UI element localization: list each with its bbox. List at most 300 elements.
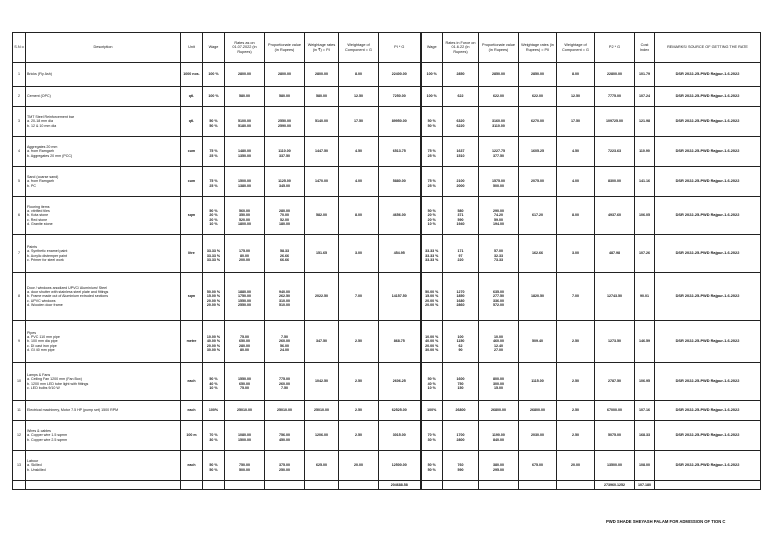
cell-proportionate-line: 66.66 — [280, 257, 289, 262]
cell-wage — [203, 421, 225, 451]
cell-weightage-rate: 1042.50 — [305, 363, 339, 401]
cell-rate-base-line: 520.00 — [239, 217, 250, 222]
cell-wage-line: 75 % — [209, 149, 218, 154]
cell-wage-2-line: 10 % — [427, 221, 436, 226]
cell-weightage-component-2: 2.50 — [557, 421, 595, 451]
cell-proportionate-line: 25010.00 — [277, 408, 292, 413]
cell-weightage-rate-2: 162.66 — [519, 235, 557, 273]
cell-proportionate-2-line: 277.50 — [493, 294, 504, 299]
cell-rate-current — [443, 451, 479, 481]
cell-unit: qtl. — [181, 87, 203, 107]
cell-proportionate-2-line: 572.00 — [493, 302, 504, 307]
cell-weightage-rate-2: 1820.50 — [519, 273, 557, 321]
cell-wage — [203, 273, 225, 321]
cell-wage-line: 10.00 % — [206, 335, 221, 340]
cell-proportionate-2-line: 10.00 — [494, 335, 503, 340]
cell-proportionate-line: 2800.00 — [278, 72, 291, 77]
cell-proportionate-line: 262.50 — [279, 294, 290, 299]
cell-wage-2 — [421, 87, 443, 107]
cell-rate-current — [443, 273, 479, 321]
cell-rate-base — [225, 401, 265, 421]
cell-description — [26, 451, 181, 481]
cell-proportionate-line: 24.00 — [280, 347, 289, 352]
cell-proportionate-2-line: 500.00 — [493, 183, 504, 188]
totals-cell — [479, 481, 519, 490]
totals-cell — [557, 481, 595, 490]
cell-proportionate-2-line: 300.00 — [493, 381, 504, 386]
footer-note: PWD SHADE SHEYASH PALAM FOR ADMISSION OF TION C — [606, 519, 726, 524]
cell-proportionate-line: 375.00 — [279, 463, 290, 468]
cell-cost-index: 121.98 — [635, 107, 655, 137]
cell-wage-line: 20 % — [209, 217, 218, 222]
cell-proportionate-line: 580.00 — [279, 94, 290, 99]
table-row — [13, 197, 761, 235]
cell-wage-2-line: 75 % — [427, 179, 436, 184]
cell-description-line: Flooring items — [27, 204, 50, 209]
cell-rate-base — [225, 321, 265, 363]
cell-weightage-component: 17.50 — [339, 107, 379, 137]
cell-weightage-component: 20.00 — [339, 451, 379, 481]
cell-proportionate-line: 450.00 — [279, 437, 290, 442]
cell-wage-2 — [421, 197, 443, 235]
cell-rate-base-line: 560.00 — [239, 209, 250, 214]
cell-description-line: Aggregates 20 mm — [27, 145, 58, 150]
cell-wage-2-line: 40 % — [427, 381, 436, 386]
cell-rate-current-line: 1637 — [456, 149, 465, 154]
cell-wage-2-line: 40.00 % — [425, 339, 439, 344]
cell-proportionate — [265, 235, 305, 273]
cell-wage-2-line: 20.00 % — [425, 302, 439, 307]
cell-proportionate-2-line: 622.00 — [493, 94, 504, 99]
cell-wage-2-line: 50.00 % — [425, 290, 439, 295]
cell-wage-line: 50 % — [209, 123, 218, 128]
cell-pi-g: 14157.50 — [379, 273, 421, 321]
cell-rate-current-line: 2800 — [456, 437, 465, 442]
cell-wage-2-line: 33.33 % — [425, 257, 439, 262]
cell-unit: litre — [181, 235, 203, 273]
cell-rate-current-line: 90 — [458, 347, 463, 352]
cell-rate-current-line: 171 — [457, 249, 464, 254]
cell-rate-current-line: 2000 — [456, 183, 465, 188]
totals-cell — [13, 481, 26, 490]
cell-weightage-component: 7.00 — [339, 273, 379, 321]
cell-proportionate — [265, 321, 305, 363]
cell-wage-2-line: 50 % — [427, 119, 436, 124]
cell-rate-current-line: 622 — [457, 94, 464, 99]
cell-wage-2-line: 10 % — [427, 385, 436, 390]
cell-proportionate-2-line: 3110.00 — [492, 123, 505, 128]
cell-description-line: a. Ceiling Fan 1200 mm (Fan Box) — [27, 377, 82, 382]
cell-wage-2-line: 20 % — [427, 217, 436, 222]
cell-proportionate — [265, 273, 305, 321]
cell-weightage-rate-2: 2075.00 — [519, 167, 557, 197]
cell-description — [26, 273, 181, 321]
cell-rate-base-line: 1080.00 — [238, 433, 251, 438]
cell-rate-base-line: 1500.00 — [238, 437, 251, 442]
cell-sn: 11 — [13, 401, 26, 421]
cell-wage-2 — [421, 401, 443, 421]
cell-wage-line: 30.00 % — [206, 347, 221, 352]
cell-weightage-rate-2: 622.00 — [519, 87, 557, 107]
table-row — [13, 235, 761, 273]
cell-proportionate-2-line: 840.00 — [493, 437, 504, 442]
cell-description-line: Door / windows anodized UPVC/ Aluminium/ Steel — [27, 285, 107, 290]
total-pi-g: 204688.58 — [379, 481, 421, 490]
cell-proportionate-line: 1110.00 — [278, 149, 291, 154]
cell-weightage-rate: 625.00 — [305, 451, 339, 481]
cell-description-line: b. Acrylic distemper paint — [27, 253, 67, 258]
cell-description-line: Lamps & Fans — [27, 373, 51, 378]
cell-description — [26, 137, 181, 167]
cell-cost-index: 107.26 — [635, 235, 655, 273]
cell-wage-2 — [421, 137, 443, 167]
cell-pi-g: 5880.00 — [379, 167, 421, 197]
cell-proportionate-2-line: 290.00 — [493, 209, 504, 214]
cell-proportionate-line: 2550.00 — [278, 119, 291, 124]
cell-sn: 2 — [13, 87, 26, 107]
cell-p2-g: 1273.50 — [595, 321, 635, 363]
cell-rate-base-line: 80.00 — [240, 253, 249, 258]
cell-remarks: DSR 2022-25-PWD Rajpur-1.6.2022 — [655, 363, 761, 401]
cell-proportionate-2-line: 380.00 — [493, 463, 504, 468]
cell-wage-2-line: 20.00 % — [425, 343, 439, 348]
cell-wage-2-line: 25 % — [427, 183, 436, 188]
table-row — [13, 87, 761, 107]
cell-weightage-component: 4.50 — [339, 137, 379, 167]
cell-weightage-rate-2: 675.00 — [519, 451, 557, 481]
cell-wage — [203, 321, 225, 363]
cell-proportionate-2-line: 74.20 — [494, 213, 503, 218]
cell-rate-current-line: 1270 — [456, 290, 465, 295]
cell-proportionate-line: 940.00 — [279, 290, 290, 295]
cell-rate-current-line: 1680 — [456, 298, 465, 303]
cell-weightage-component-2: 12.50 — [557, 87, 595, 107]
cell-proportionate-2-line: 295.00 — [493, 467, 504, 472]
cell-proportionate-2-line: 57.00 — [494, 249, 503, 254]
cell-proportionate-2 — [479, 401, 519, 421]
cell-rate-current — [443, 107, 479, 137]
cell-description — [26, 421, 181, 451]
cell-pi-g: 89950.00 — [379, 107, 421, 137]
cell-proportionate — [265, 63, 305, 87]
cell-wage-line: 10 % — [209, 221, 218, 226]
totals-cell — [203, 481, 225, 490]
totals-cell — [443, 481, 479, 490]
cell-rate-base — [225, 451, 265, 481]
cell-rate-base — [225, 167, 265, 197]
col-header-proportionate: Proportionate value (in Rupees) — [265, 33, 305, 63]
cell-pi-g: 4656.00 — [379, 197, 421, 235]
cell-proportionate-line: 260.00 — [279, 381, 290, 386]
cell-proportionate-2-line: 460.00 — [493, 339, 504, 344]
cell-wage-line: 70 % — [209, 433, 218, 438]
cell-wage-line: 30 % — [209, 437, 218, 442]
cell-proportionate-2 — [479, 363, 519, 401]
cell-wage — [203, 107, 225, 137]
header-row — [13, 33, 761, 63]
cell-description-line: c. DI cast iron pipe — [27, 343, 57, 348]
cell-rate-current-line: 1150 — [456, 339, 465, 344]
cell-rate-current — [443, 235, 479, 273]
cell-rate-base — [225, 137, 265, 167]
cell-p2-g: 67000.00 — [595, 401, 635, 421]
cell-rate-base-line: 500.00 — [239, 467, 250, 472]
col-header-p2-g: P2 * G — [595, 33, 635, 63]
cell-proportionate-2-line: 635.00 — [493, 290, 504, 295]
cell-rate-current-line: 1940 — [456, 221, 465, 226]
cell-wage-2-line: 100 % — [426, 94, 437, 99]
cell-rate-current — [443, 63, 479, 87]
table-row — [13, 167, 761, 197]
cell-weightage-rate-2: 2030.00 — [519, 421, 557, 451]
cell-rate-current-line: 26800 — [455, 408, 466, 413]
table-row — [13, 401, 761, 421]
col-header-weightage-component: Weightage of Component = G — [339, 33, 379, 63]
cell-weightage-rate-2: 6270.00 — [519, 107, 557, 137]
cell-wage-line: 33.33 % — [206, 257, 221, 262]
cell-proportionate-2 — [479, 235, 519, 273]
cell-rate-base — [225, 421, 265, 451]
cell-weightage-rate-2: 26800.00 — [519, 401, 557, 421]
cell-weightage-rate: 151.65 — [305, 235, 339, 273]
cell-proportionate-2-line: 377.50 — [493, 153, 504, 158]
cell-weightage-component-2: 20.00 — [557, 451, 595, 481]
cell-rate-current-line: 590 — [457, 217, 464, 222]
cell-wage-2 — [421, 451, 443, 481]
cell-proportionate-line: 310.00 — [279, 298, 290, 303]
cell-cost-index: 146.59 — [635, 321, 655, 363]
cell-rate-current-line: 100 — [457, 335, 464, 340]
cell-rate-current-line: 97 — [458, 253, 463, 258]
cell-remarks: DSR 2022-25-PWD Rajpur-1.6.2022 — [655, 197, 761, 235]
cell-pi-g: 3015.00 — [379, 421, 421, 451]
cell-rate-base-line: 580.00 — [239, 94, 250, 99]
cell-p2-g: 109725.00 — [595, 107, 635, 137]
cell-proportionate-line: 337.50 — [279, 153, 290, 158]
cell-pi-g: 12500.00 — [379, 451, 421, 481]
cell-proportionate-2-line: 32.33 — [494, 253, 503, 258]
cell-description-line: a. vitrified tiles — [27, 209, 50, 214]
totals-cell — [181, 481, 203, 490]
totals-row — [13, 481, 761, 490]
cell-proportionate-2-line: 800.00 — [493, 377, 504, 382]
cell-wage-2 — [421, 235, 443, 273]
cell-remarks: DSR 2022-25-PWD Rajpur-1.6.2022 — [655, 167, 761, 197]
cell-cost-index: 90.01 — [635, 273, 655, 321]
cell-wage-2-line: 25 % — [427, 153, 436, 158]
cell-proportionate-line: 1125.00 — [278, 179, 291, 184]
col-header-remarks: REMARKS/ SOURCE OF GETTING THE RATE — [655, 33, 761, 63]
cell-weightage-component-2: 2.50 — [557, 363, 595, 401]
cell-proportionate-line: 7.50 — [281, 385, 288, 390]
cell-proportionate-line: 260.00 — [279, 339, 290, 344]
table-row — [13, 273, 761, 321]
cell-proportionate-line: 510.00 — [279, 302, 290, 307]
cell-rate-current — [443, 87, 479, 107]
cell-wage-line: 50.00 % — [206, 290, 221, 295]
cell-pi-g: 6513.75 — [379, 137, 421, 167]
cell-rate-current-line: 590 — [457, 467, 464, 472]
cell-proportionate-2 — [479, 107, 519, 137]
table-row — [13, 451, 761, 481]
total-p2-g: 273960.1252 — [595, 481, 635, 490]
cell-proportionate-2-line: 2850.00 — [492, 72, 505, 77]
totals-cell — [655, 481, 761, 490]
cell-proportionate-line: 250.00 — [279, 467, 290, 472]
cell-weightage-rate-2: 509.40 — [519, 321, 557, 363]
cell-pi-g: 454.95 — [379, 235, 421, 273]
cell-unit: cum — [181, 137, 203, 167]
cell-wage-line: 33.33 % — [206, 249, 221, 254]
cell-weightage-component-2: 17.50 — [557, 107, 595, 137]
cell-proportionate — [265, 451, 305, 481]
cell-weightage-component: 2.50 — [339, 421, 379, 451]
cell-rate-base — [225, 87, 265, 107]
cell-description — [26, 167, 181, 197]
cell-unit: 1000 nos. — [181, 63, 203, 87]
cell-wage-2-line: 30.00 % — [425, 347, 439, 352]
cell-description-line: b. Frame made out of Aluminium extruded sections — [27, 294, 109, 299]
cell-wage-2-line: 75 % — [427, 149, 436, 154]
cell-wage-2 — [421, 421, 443, 451]
cell-description — [26, 235, 181, 273]
cell-rate-base-line: 175.00 — [239, 249, 250, 254]
cell-weightage-rate-2: 1605.25 — [519, 137, 557, 167]
cell-unit: cum — [181, 167, 203, 197]
cell-rate-current-line: 371 — [457, 213, 464, 218]
cell-wage-line: 50 % — [209, 209, 218, 214]
cell-description-line: b. 12 & 10 mm dia — [27, 123, 57, 128]
cell-p2-g: 4937.60 — [595, 197, 635, 235]
cell-weightage-component-2: 2.50 — [557, 321, 595, 363]
cell-weightage-component: 2.50 — [339, 321, 379, 363]
cell-unit: sqm — [181, 197, 203, 235]
cell-pi-g: 7250.00 — [379, 87, 421, 107]
cell-description-line: a. 20-18 mm dia — [27, 119, 53, 124]
cell-rate-base-line: 1750.00 — [238, 294, 251, 299]
cell-description-line: b. PC — [27, 183, 36, 188]
totals-cell — [26, 481, 181, 490]
cell-rate-base-line: 1880.00 — [238, 290, 251, 295]
cell-cost-index: 141.16 — [635, 167, 655, 197]
cell-description-line: a. from Ramgarh — [27, 179, 54, 184]
cell-wage-2-line: 70 % — [427, 433, 436, 438]
cell-wage-line: 50 % — [209, 463, 218, 468]
cell-proportionate-2-line: 73.33 — [494, 257, 503, 262]
cell-unit: metre — [181, 321, 203, 363]
cell-weightage-component-2: 8.00 — [557, 63, 595, 87]
totals-cell — [305, 481, 339, 490]
totals-cell — [265, 481, 305, 490]
cell-rate-base — [225, 197, 265, 235]
cell-weightage-component-2: 4.00 — [557, 167, 595, 197]
cell-proportionate — [265, 107, 305, 137]
cell-wage — [203, 401, 225, 421]
cell-sn: 12 — [13, 421, 26, 451]
col-header-wage-2: Wage — [421, 33, 443, 63]
cell-rate-current-line: 2850 — [456, 72, 465, 77]
cell-description-line: a. Skilled — [27, 463, 42, 468]
cell-weightage-component: 12.50 — [339, 87, 379, 107]
cell-remarks: DSR 2022-25-PWD Rajpur-1.6.2022 — [655, 235, 761, 273]
cell-wage-line: 33.33 % — [206, 253, 221, 258]
cell-weightage-component-2: 7.00 — [557, 273, 595, 321]
cell-description-line: c. LED bulbs 9/10 W — [27, 385, 60, 390]
cell-p2-g: 7775.00 — [595, 87, 635, 107]
cell-description-line: a. door shutter with stainless steel plate and fittings — [27, 290, 109, 295]
cell-remarks: DSR 2022-25-PWD Rajpur-1.6.2022 — [655, 87, 761, 107]
cell-wage-line: 100 % — [208, 72, 219, 77]
cell-description-line: b. Copper wire 2.5 sqmm — [27, 437, 68, 442]
cell-wage-2 — [421, 107, 443, 137]
cell-rate-current — [443, 167, 479, 197]
total-cost-index: 107.180 — [635, 481, 655, 490]
cell-rate-base-line: 75.00 — [240, 385, 249, 390]
cell-description — [26, 107, 181, 137]
cell-pi-g: 868.75 — [379, 321, 421, 363]
cell-wage-2 — [421, 167, 443, 197]
cell-proportionate-2-line: 15.00 — [494, 385, 503, 390]
cell-wage-line: 20 % — [209, 213, 218, 218]
cell-description-line: Electrical machinery, Motor 7.5 HP (pump set) 1500 RPM — [27, 408, 119, 413]
cell-description-line: Cement (OPC) — [27, 94, 51, 99]
cell-wage-2-line: 50 % — [427, 463, 436, 468]
cell-description-line: b. Aggregates 20 mm (PCC) — [27, 153, 73, 158]
cell-weightage-rate: 1470.00 — [305, 167, 339, 197]
cell-p2-g: 487.98 — [595, 235, 635, 273]
cell-description-line: Labour — [27, 459, 39, 464]
cell-rate-base — [225, 363, 265, 401]
cell-wage-2-line: 33.33 % — [425, 249, 439, 254]
cell-wage-line: 40 % — [209, 381, 218, 386]
totals-cell — [225, 481, 265, 490]
cell-weightage-component: 8.00 — [339, 63, 379, 87]
cell-wage-2-line: 50 % — [427, 123, 436, 128]
cell-rate-base — [225, 235, 265, 273]
cell-weightage-rate: 25010.00 — [305, 401, 339, 421]
cell-sn: 6 — [13, 197, 26, 235]
cell-rate-base-line: 5180.00 — [238, 123, 251, 128]
cell-weightage-rate: 1206.00 — [305, 421, 339, 451]
cell-unit: each — [181, 451, 203, 481]
cell-rate-base-line: 200.00 — [239, 257, 250, 262]
cell-description — [26, 401, 181, 421]
cell-description-line: Pipes — [27, 330, 36, 335]
cell-rate-current-line: 150 — [457, 385, 464, 390]
cell-remarks: DSR 2022-25-PWD Rajpur-1.6.2022 — [655, 107, 761, 137]
cell-proportionate-2 — [479, 197, 519, 235]
cell-cost-index: 101.79 — [635, 63, 655, 87]
cell-rate-base-line: 350.00 — [239, 213, 250, 218]
cell-description-line: Paints — [27, 245, 37, 250]
cell-wage — [203, 363, 225, 401]
cell-rate-current — [443, 421, 479, 451]
cell-description-line: a. Copper wire 1.5 sqmm — [27, 433, 68, 438]
cell-rate-base-line: 5100.00 — [238, 119, 251, 124]
cell-cost-index: 107.16 — [635, 401, 655, 421]
cell-wage-2-line: 10.00 % — [425, 335, 439, 340]
cell-proportionate — [265, 137, 305, 167]
cell-proportionate-2 — [479, 451, 519, 481]
cell-description-line: Sand (coarse sand) — [27, 175, 59, 180]
table-row — [13, 321, 761, 363]
cell-wage-line: 75 % — [209, 179, 218, 184]
cell-cost-index: 106.95 — [635, 363, 655, 401]
cell-sn: 10 — [13, 363, 26, 401]
cell-wage-2 — [421, 321, 443, 363]
table-row — [13, 107, 761, 137]
cell-p2-g: 2787.50 — [595, 363, 635, 401]
